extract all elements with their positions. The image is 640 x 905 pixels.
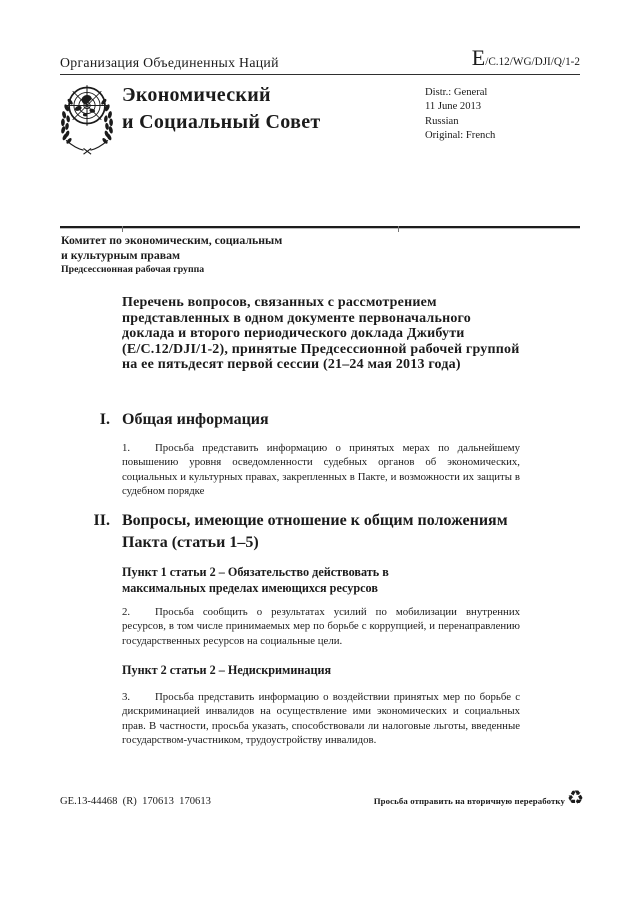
council-title	[122, 82, 321, 136]
header-rule	[60, 74, 580, 75]
distribution-block	[425, 86, 495, 144]
paragraph-text: Просьба сообщить о результатах усилий по мобилизации внутренних ресурсов, в том числе принимаемых мер по борьбе с коррупцией, и перенаправлению государственных ресурсов на социальные цели.	[122, 606, 520, 647]
paragraph-text: Просьба представить информацию о принятых мерах по дальнейшему повышению уровня осведомленности судебных органов об экономических, социальных и культурных правах, закрепленных в Пакте, и возможности их защиты в судебном порядке	[122, 442, 520, 498]
committee-subgroup: Предсессионная рабочая группа	[61, 264, 205, 276]
original-line: Original: French	[425, 130, 496, 142]
recycle-notice	[373, 787, 584, 810]
paragraph-text: Просьба представить информацию о воздействии принятых мер по борьбе с дискриминацией инвалидов на осуществление ими экономических и социальных прав. В частности, просьба указать, способствовали ли налоговые льготы, введенные государством-участником, трудоустройству инвалидов.	[122, 691, 520, 747]
paragraph-number: 1.	[122, 442, 131, 454]
section-heading-1	[88, 409, 522, 431]
section-numeral: II.	[93, 512, 110, 529]
document-reference: GE.13-44468 (R) 170613 170613	[60, 796, 211, 807]
paragraph-number: 2.	[122, 606, 131, 618]
rule-tick	[398, 226, 399, 232]
section-title: Вопросы, имеющие отношение к общим положениям Пакта (статьи 1–5)	[122, 512, 508, 551]
language-line: Russian	[425, 115, 459, 127]
paragraph-3	[122, 690, 520, 748]
council-title-line1: Экономический	[122, 84, 271, 106]
paragraph-1	[122, 441, 520, 499]
section-title: Общая информация	[122, 411, 269, 428]
committee-name-line1: Комитет по экономическим, социальным	[61, 233, 283, 247]
document-title: Перечень вопросов, связанных с рассмотрением представленных в одном документе первоначального доклада и второго периодического доклада Джибути (E/C.12/DJI/1-2), принятые Предсессионной рабочей группой на ее пятьдесят первой сессии (21–24 мая 2013 года)	[122, 295, 520, 373]
un-emblem	[58, 81, 116, 164]
subheading-article2-para1: Пункт 1 статьи 2 – Обязательство действовать в максимальных пределах имеющихся ресурсов	[122, 565, 389, 595]
distr-line: Distr.: General	[425, 87, 488, 98]
recycle-note-text: Просьба отправить на вторичную переработку	[373, 795, 565, 806]
paragraph-number: 3.	[122, 691, 131, 703]
council-title-line2: и Социальный Совет	[122, 111, 321, 133]
document-symbol	[472, 47, 580, 70]
section-heading-2	[88, 510, 522, 553]
masthead-rule	[60, 226, 580, 229]
rule-tick	[122, 226, 123, 232]
recycle-icon: ♻	[566, 787, 584, 809]
symbol-suffix: /C.12/WG/DJI/Q/1-2	[485, 56, 580, 68]
subheading-article2-para2: Пункт 2 статьи 2 – Недискриминация	[122, 663, 332, 677]
date-line: 11 June 2013	[425, 101, 482, 113]
un-emblem-icon	[58, 81, 116, 159]
symbol-letter: E	[471, 45, 486, 70]
committee-name-line2: и культурным правам	[61, 247, 181, 262]
org-name: Организация Объединенных Наций	[60, 55, 279, 70]
paragraph-2	[122, 605, 520, 648]
committee-block	[61, 233, 282, 276]
section-numeral: I.	[99, 411, 110, 428]
